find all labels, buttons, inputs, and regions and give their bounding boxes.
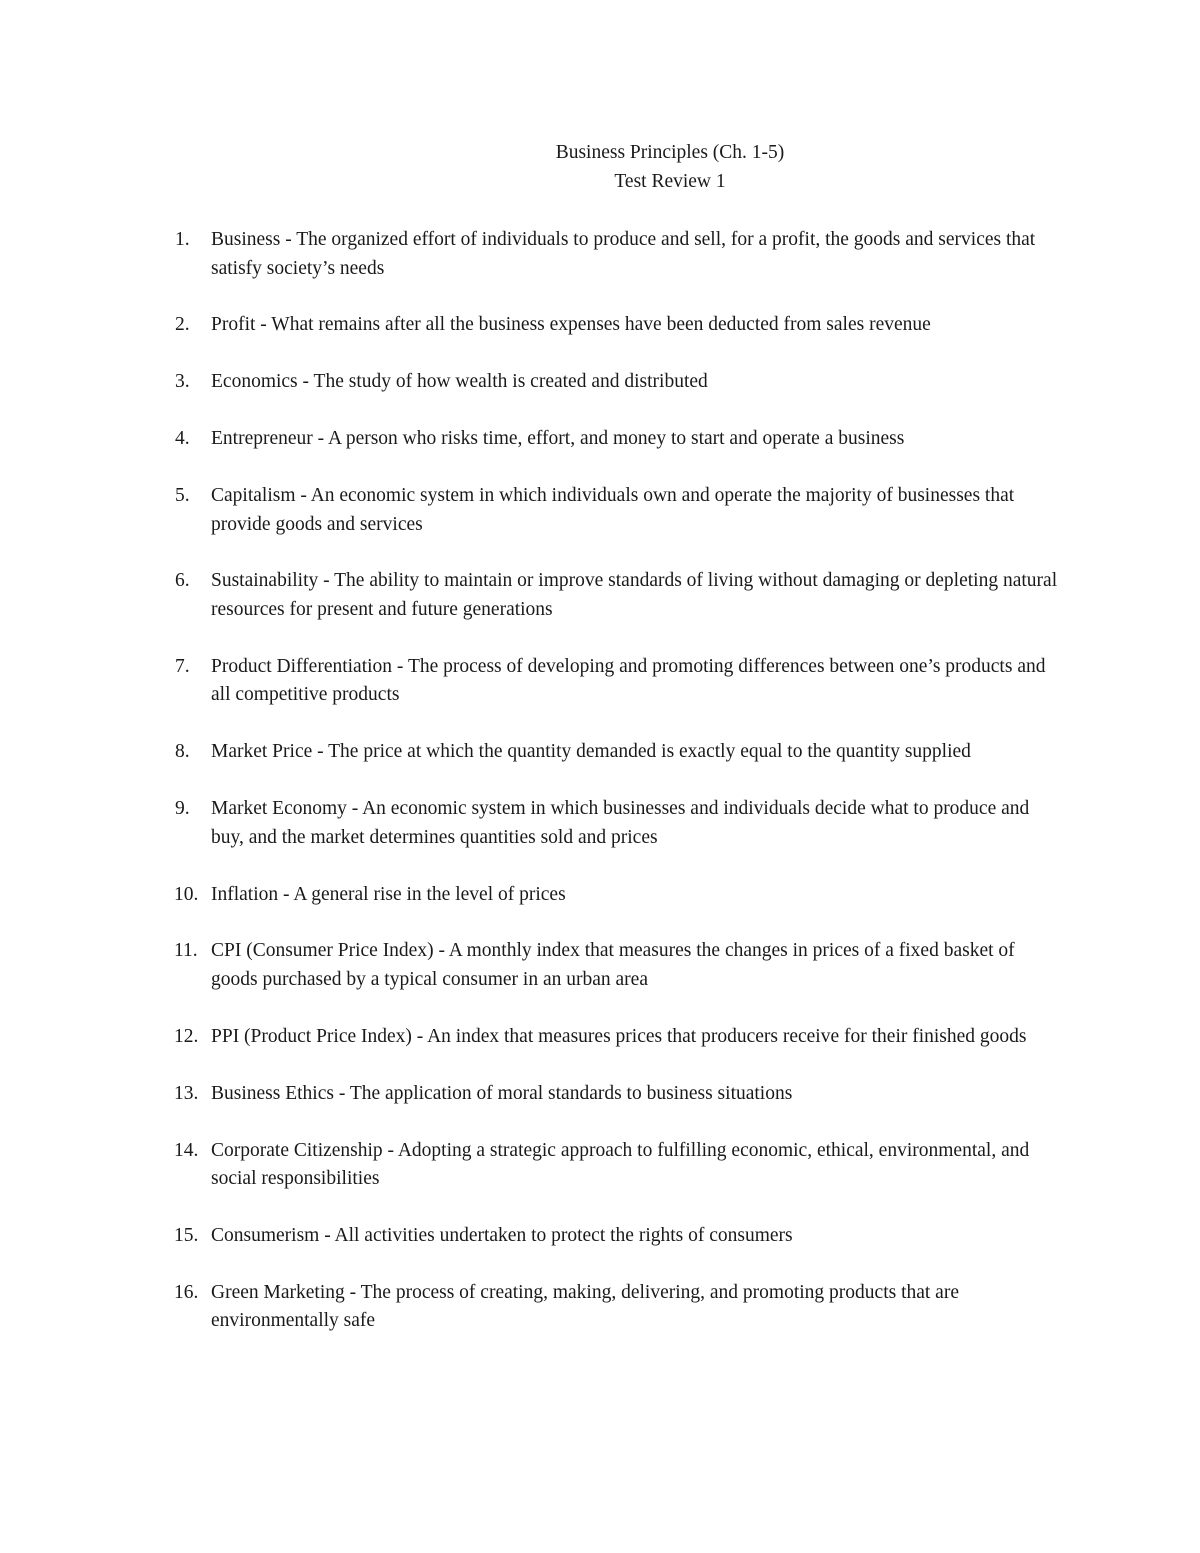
list-item [0,1279,1200,1336]
title-block [0,139,1200,196]
document-subtitle: Test Review 1 [614,170,726,192]
item-text: Economics - The study of how wealth is created and distributed [211,371,708,393]
item-text: Green Marketing - The process of creating, making, delivering, and promoting products that are environmentally safe [211,1281,959,1332]
item-text: Business Ethics - The application of moral standards to business situations [211,1082,793,1104]
document-title: Business Principles (Ch. 1-5) [555,142,785,163]
list-item [0,482,1200,539]
list-item [0,738,1200,767]
list-item [0,1023,1200,1052]
list-item [0,653,1200,710]
item-number: 12. [174,1025,199,1047]
item-number: 13. [174,1082,199,1104]
item-text: Consumerism - All activities undertaken to protect the rights of consumers [211,1224,793,1246]
list-item [0,881,1200,910]
list-item [0,1222,1200,1251]
list-item [0,937,1200,994]
item-text: Inflation - A general rise in the level of prices [211,883,566,905]
item-text: Corporate Citizenship - Adopting a strategic approach to fulfilling economic, ethical, environmental, and social responsibilities [211,1139,1030,1190]
item-number: 1. [175,229,190,250]
item-number: 6. [175,570,190,592]
item-number: 4. [175,428,190,450]
term-list [0,226,1200,1364]
item-text: Profit - What remains after all the business expenses have been deducted from sales revenue [211,314,931,336]
item-number: 14. [174,1139,199,1161]
item-number: 5. [175,485,190,507]
item-text: PPI (Product Price Index) - An index that measures prices that producers receive for their finished goods [211,1025,1027,1047]
item-text: Market Price - The price at which the quantity demanded is exactly equal to the quantity supplied [211,741,971,763]
list-item [0,795,1200,852]
item-number: 8. [175,741,190,763]
list-item [0,425,1200,454]
list-item [0,368,1200,397]
item-number: 3. [175,371,190,393]
item-text: Product Differentiation - The process of developing and promoting differences between one’s products and all competitive products [211,655,1046,706]
list-item [0,311,1200,340]
item-number: 11. [174,940,198,962]
list-item [0,567,1200,624]
item-number: 2. [175,314,190,336]
item-text: CPI (Consumer Price Index) - A monthly index that measures the changes in prices of a fixed basket of goods purchased by a typical consumer in an urban area [211,940,1015,990]
item-number: 9. [175,798,190,820]
item-number: 15. [174,1224,199,1246]
item-text: Sustainability - The ability to maintain or improve standards of living without damaging or depleting natural resources for present and future generations [211,570,1058,620]
item-text: Entrepreneur - A person who risks time, effort, and money to start and operate a business [211,428,905,450]
item-number: 7. [175,655,190,677]
item-text: Business - The organized effort of individuals to produce and sell, for a profit, the goods and services that satisfy society’s needs [211,229,1036,279]
item-text: Capitalism - An economic system in which individuals own and operate the majority of businesses that provide goods and services [211,485,1015,535]
list-item [0,1080,1200,1109]
item-text: Market Economy - An economic system in which businesses and individuals decide what to produce and buy, and the market determines quantities sold and prices [211,798,1030,848]
item-number: 16. [174,1281,199,1303]
list-item [0,226,1200,283]
list-item [0,1137,1200,1194]
item-number: 10. [174,883,199,905]
